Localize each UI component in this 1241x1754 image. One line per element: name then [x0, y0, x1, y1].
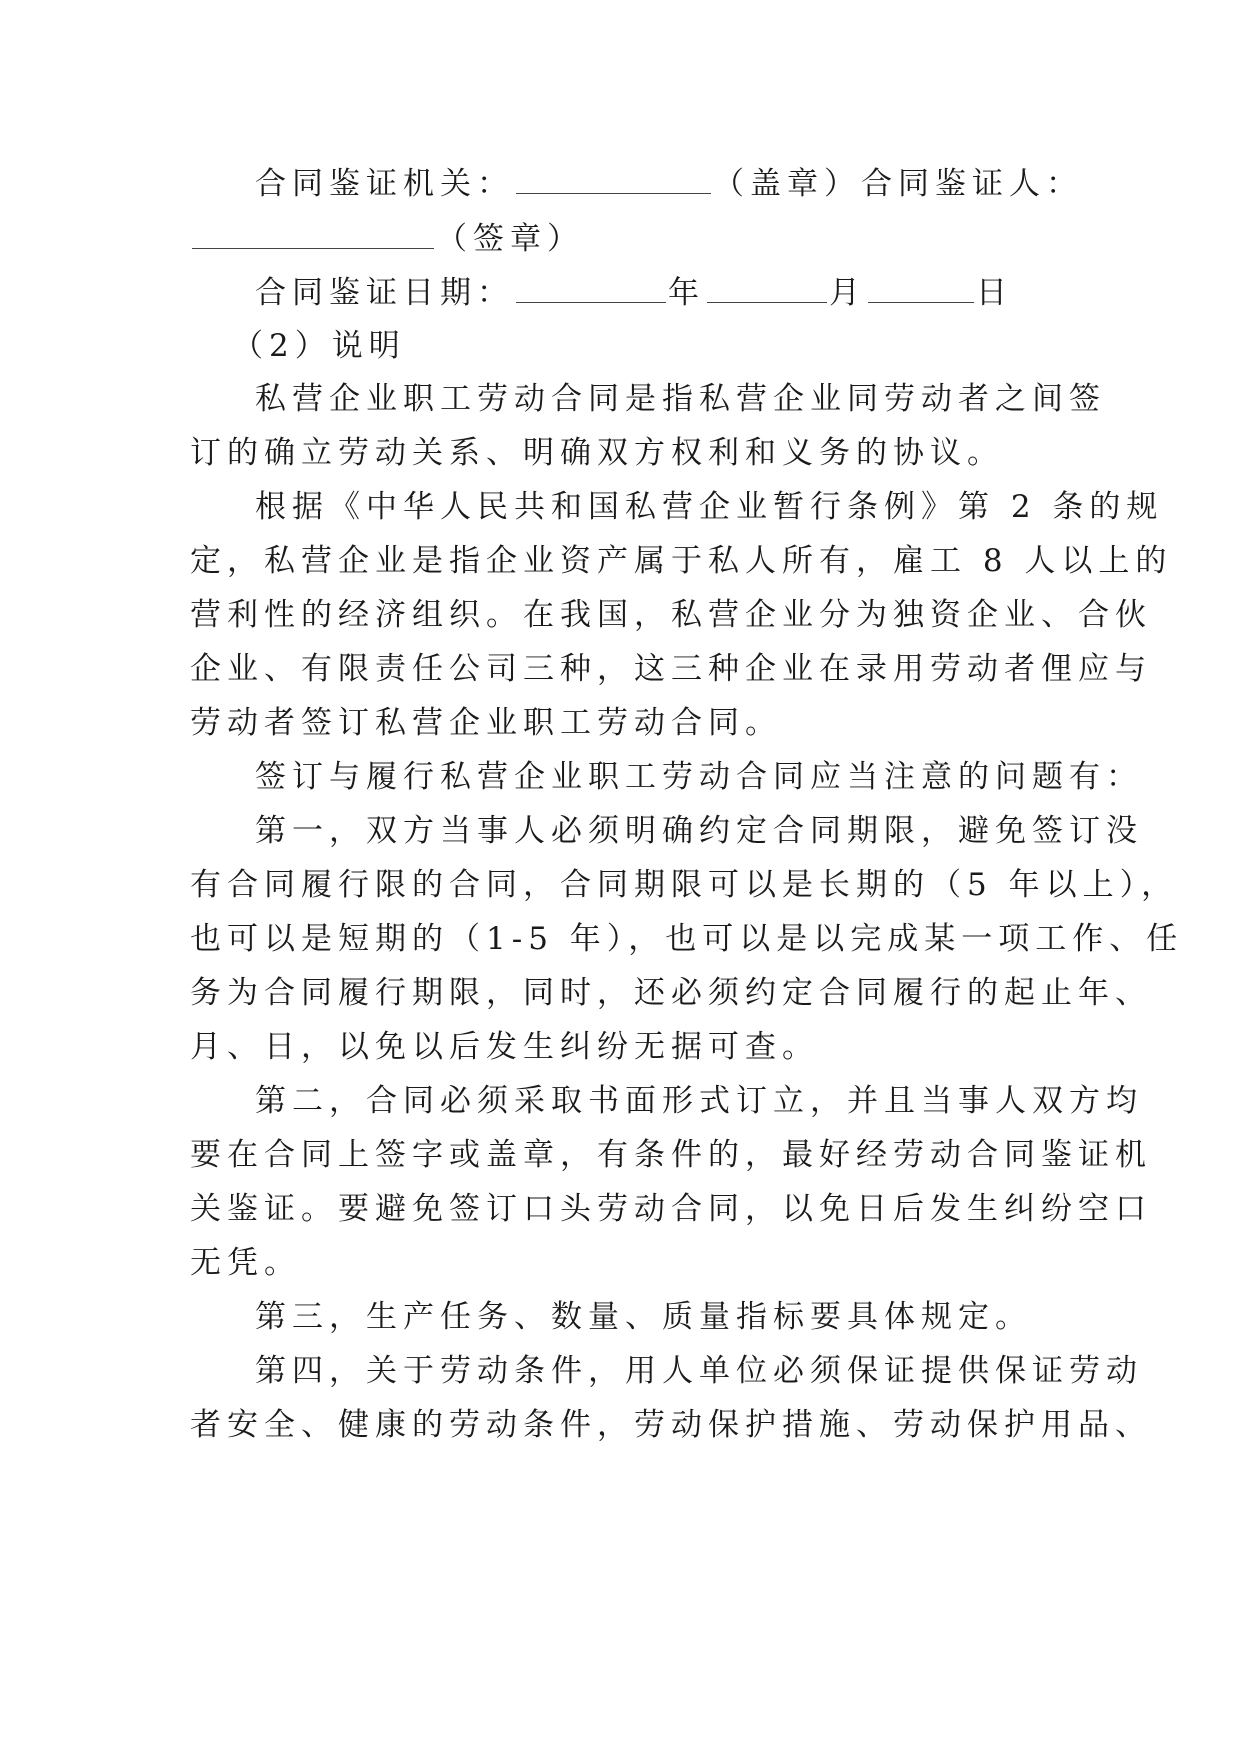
certifier-label: 合同鉴证人： [861, 166, 1083, 202]
year-label: 年 [668, 275, 705, 311]
paragraph-line: 私营企业职工劳动合同是指私营企业同劳动者之间签 [255, 381, 1106, 417]
paragraph-line: 订的确立劳动关系、明确双方权利和义务的协议。 [190, 435, 1004, 471]
paragraph-line: 无凭。 [190, 1245, 301, 1281]
paragraph-line: 者安全、健康的劳动条件，劳动保护措施、劳动保护用品、 [190, 1407, 1152, 1443]
paragraph-line: 劳动者签订私营企业职工劳动合同。 [190, 705, 782, 741]
paragraph-line: 第一，双方当事人必须明确约定合同期限，避免签订没 [255, 813, 1143, 849]
certification-authority-line [255, 164, 1135, 204]
day-label: 日 [976, 275, 1013, 311]
paragraph-line: 第三，生产任务、数量、质量指标要具体规定。 [255, 1299, 1032, 1335]
day-blank[interactable] [868, 276, 974, 303]
paragraph-line: 关鉴证。要避免签订口头劳动合同，以免日后发生纠纷空口 [190, 1191, 1152, 1227]
month-blank[interactable] [707, 276, 827, 303]
certifier-signature-line [190, 219, 1070, 259]
authority-label: 合同鉴证机关： [255, 166, 514, 202]
paragraph-line: 务为合同履行期限，同时，还必须约定合同履行的起止年、 [190, 975, 1152, 1011]
month-label: 月 [829, 275, 866, 311]
paragraph-line: 定，私营企业是指企业资产属于私人所有，雇工 8 人以上的 [190, 543, 1173, 579]
certifier-blank[interactable] [192, 222, 434, 249]
section-title: （2）说明 [232, 328, 406, 364]
paragraph-line: 营利性的经济组织。在我国，私营企业分为独资企业、合伙 [190, 597, 1152, 633]
certification-date-line [255, 273, 1135, 313]
paragraph-line: 根据《中华人民共和国私营企业暂行条例》第 2 条的规 [255, 489, 1164, 525]
date-label: 合同鉴证日期： [255, 275, 514, 311]
paragraph-line: 月、日，以免以后发生纠纷无据可查。 [190, 1029, 819, 1065]
year-blank[interactable] [516, 276, 666, 303]
paragraph-line: 要在合同上签字或盖章，有条件的，最好经劳动合同鉴证机 [190, 1137, 1152, 1173]
seal-note: （盖章） [713, 166, 861, 202]
paragraph-line: 有合同履行限的合同，合同期限可以是长期的（5 年以上）， [190, 867, 1179, 903]
paragraph-line: 第二，合同必须采取书面形式订立，并且当事人双方均 [255, 1083, 1143, 1119]
signature-note: （签章） [436, 221, 584, 257]
paragraph-line: 企业、有限责任公司三种，这三种企业在录用劳动者俚应与 [190, 651, 1152, 687]
authority-blank[interactable] [516, 167, 711, 194]
paragraph-line: 也可以是短期的（1-5 年），也可以是以完成某一项工作、任 [190, 921, 1184, 957]
paragraph-line: 签订与履行私营企业职工劳动合同应当注意的问题有： [255, 759, 1143, 795]
paragraph-line: 第四，关于劳动条件，用人单位必须保证提供保证劳动 [255, 1353, 1143, 1389]
